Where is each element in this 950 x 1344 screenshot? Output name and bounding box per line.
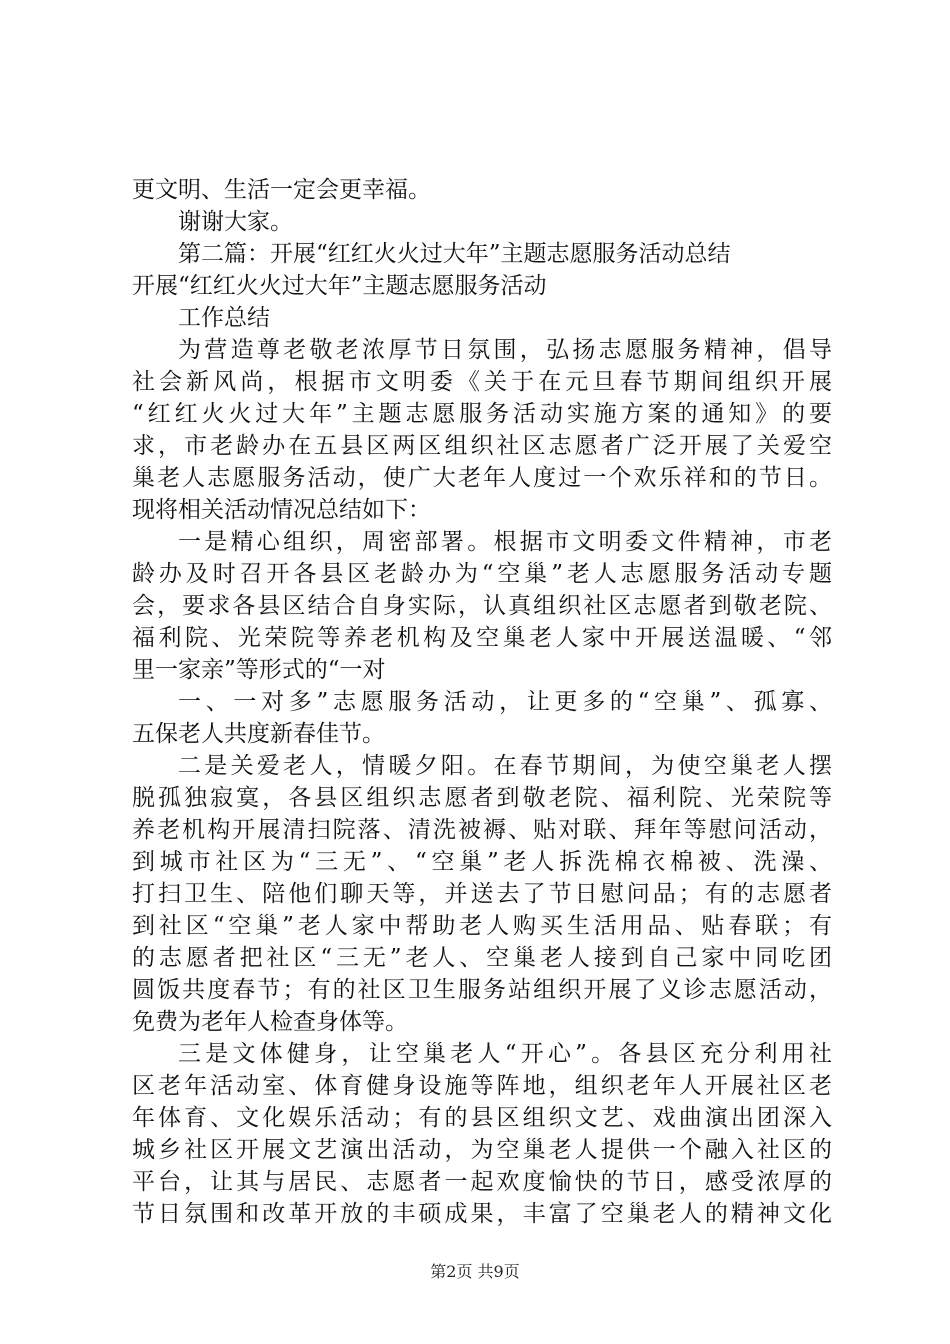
- text-line: 平台，让其与居民、志愿者一起欢度愉快的节日，感受浓厚的: [132, 1169, 832, 1195]
- text-line: 会，要求各县区结合自身实际，认真组织社区志愿者到敬老院、: [132, 593, 832, 619]
- text-line: 龄办及时召开各县区老龄办为“空巢”老人志愿服务活动专题: [132, 561, 832, 587]
- text-line: 三是文体健身，让空巢老人“开心”。各县区充分利用社: [178, 1041, 832, 1067]
- text-line: 开展“红红火火过大年”主题志愿服务活动: [132, 273, 547, 299]
- text-line: 福利院、光荣院等养老机构及空巢老人家中开展送温暖、“邻: [132, 625, 832, 651]
- text-line: 节日氛围和改革开放的丰硕成果，丰富了空巢老人的精神文化: [132, 1201, 832, 1227]
- text-line: 年体育、文化娱乐活动；有的县区组织文艺、戏曲演出团深入: [132, 1105, 832, 1131]
- text-line: 工作总结: [178, 305, 270, 331]
- text-line: 为营造尊老敬老浓厚节日氛围，弘扬志愿服务精神，倡导: [178, 337, 832, 363]
- text-line: 巢老人志愿服务活动，使广大老年人度过一个欢乐祥和的节日。: [132, 465, 832, 491]
- text-line: “红红火火过大年”主题志愿服务活动实施方案的通知》的要: [132, 401, 832, 427]
- text-line: 更文明、生活一定会更幸福。: [132, 177, 431, 203]
- text-line: 到社区“空巢”老人家中帮助老人购买生活用品、贴春联；有: [132, 913, 832, 939]
- page-footer: [0, 1262, 950, 1282]
- text-line: 打扫卫生、陪他们聊天等，并送去了节日慰问品；有的志愿者: [132, 881, 832, 907]
- text-line: 一、一对多”志愿服务活动，让更多的“空巢”、孤寡、: [178, 689, 832, 715]
- text-line: 第二篇：开展“红红火火过大年”主题志愿服务活动总结: [178, 241, 731, 267]
- text-line: 区老年活动室、体育健身设施等阵地，组织老年人开展社区老: [132, 1073, 832, 1099]
- text-line: 免费为老年人检查身体等。: [132, 1009, 408, 1035]
- text-line: 到城市社区为“三无”、“空巢”老人拆洗棉衣棉被、洗澡、: [132, 849, 832, 875]
- text-line: 养老机构开展清扫院落、清洗被褥、贴对联、拜年等慰问活动，: [132, 817, 832, 843]
- text-line: 城乡社区开展文艺演出活动，为空巢老人提供一个融入社区的: [132, 1137, 832, 1163]
- text-line: 社会新风尚，根据市文明委《关于在元旦春节期间组织开展: [132, 369, 832, 395]
- text-line: 求，市老龄办在五县区两区组织社区志愿者广泛开展了关爱空: [132, 433, 832, 459]
- text-line: 里一家亲”等形式的“一对: [132, 657, 386, 683]
- text-line: 谢谢大家。: [178, 209, 293, 235]
- page-number-indicator: 第2页 共9页: [430, 1262, 520, 1281]
- text-line: 二是关爱老人，情暖夕阳。在春节期间，为使空巢老人摆: [178, 753, 832, 779]
- text-line: 五保老人共度新春佳节。: [132, 721, 385, 747]
- text-line: 脱孤独寂寞，各县区组织志愿者到敬老院、福利院、光荣院等: [132, 785, 832, 811]
- text-line: 的志愿者把社区“三无”老人、空巢老人接到自己家中同吃团: [132, 945, 832, 971]
- text-line: 圆饭共度春节；有的社区卫生服务站组织开展了义诊志愿活动，: [132, 977, 832, 1003]
- text-line: 现将相关活动情况总结如下：: [132, 497, 431, 523]
- document-body: [132, 174, 832, 1230]
- text-line: 一是精心组织，周密部署。根据市文明委文件精神，市老: [178, 529, 832, 555]
